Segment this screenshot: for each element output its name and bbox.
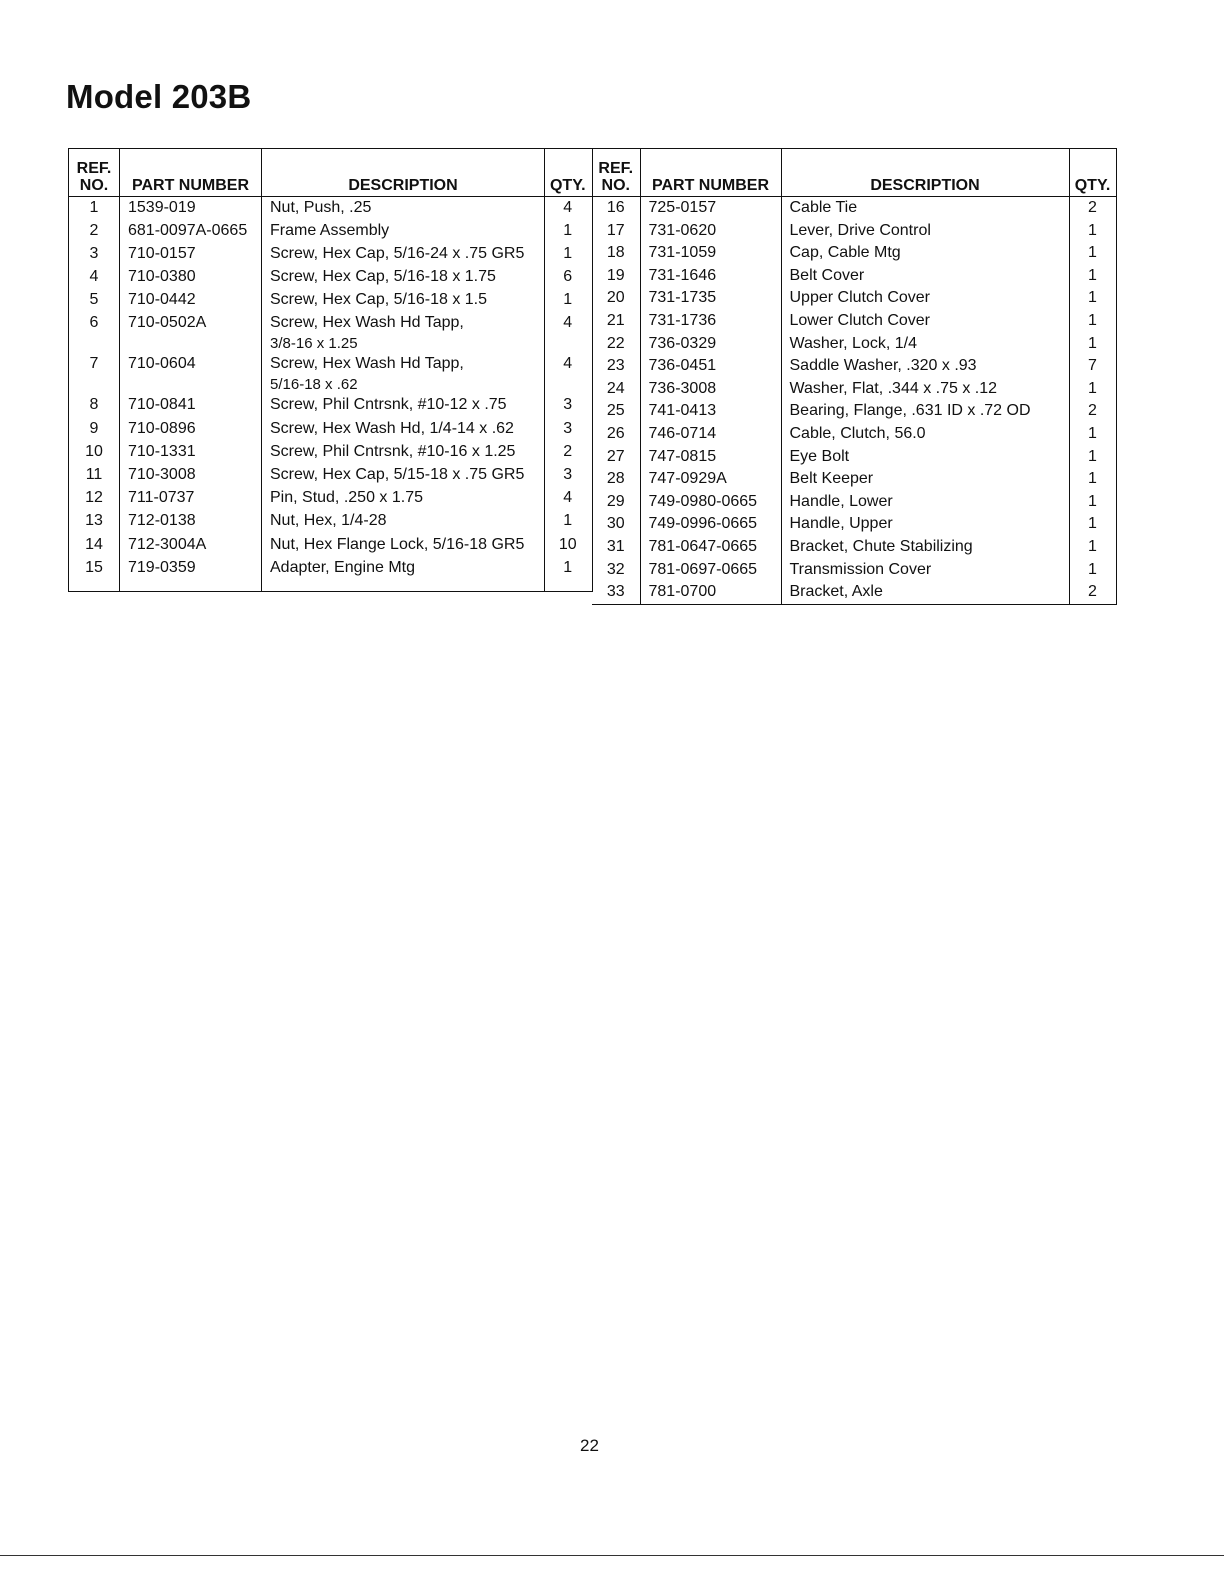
ref-no-cell: 22 [592,333,640,356]
description-text: Screw, Hex Wash Hd, 1/4-14 x .62 [270,419,514,437]
header-part-number: PART NUMBER [120,149,262,197]
description-cell [262,418,545,441]
ref-no-cell: 25 [592,400,640,423]
part-number-cell: 749-0980-0665 [640,491,781,514]
qty-cell: 7 [1069,355,1116,378]
part-number-cell: 736-3008 [640,378,781,401]
ref-no-cell: 26 [592,423,640,446]
table-row [69,243,545,266]
ref-no-cell: 28 [592,468,640,491]
table-row [544,394,592,417]
table-row [592,581,1116,604]
qty-cell: 1 [544,220,592,243]
ref-no-cell: 14 [69,534,120,557]
ref-no-cell: 7 [69,353,120,394]
part-number-cell: 731-1059 [640,242,781,265]
ref-no-cell: 18 [592,242,640,265]
parts-table-left [68,148,544,592]
ref-no-cell: 10 [69,441,120,464]
table-row [544,418,592,441]
table-row [592,446,1116,469]
description-text: Pin, Stud, .250 x 1.75 [270,489,423,507]
table-row [69,266,545,289]
description-continued: 3/8-16 x 1.25 [270,335,358,353]
table-row [544,557,592,580]
part-number-cell: 712-3004A [120,534,262,557]
qty-cell: 1 [1069,468,1116,491]
qty-cell: 10 [544,534,592,557]
description-text: Adapter, Engine Mtg [270,558,415,576]
description-cell [262,353,545,394]
table-row [544,510,592,533]
qty-cell: 4 [544,197,592,220]
description-cell [262,487,545,510]
table-row [592,355,1116,378]
part-number-cell: 781-0700 [640,581,781,604]
description-cell [262,510,545,533]
header-qty: QTY. [1069,149,1116,197]
table-row [69,487,545,510]
description-cell: Washer, Lock, 1/4 [781,333,1069,356]
ref-no-cell: 17 [592,220,640,243]
description-cell [262,197,545,220]
ref-no-cell: 27 [592,446,640,469]
table-row [592,378,1116,401]
description-text: Screw, Phil Cntrsnk, #10-16 x 1.25 [270,442,516,460]
ref-no-cell: 32 [592,559,640,582]
description-continued: 5/16-18 x .62 [270,376,358,394]
ref-no-cell: 8 [69,394,120,417]
description-cell [262,289,545,312]
description-text: Screw, Hex Cap, 5/16-18 x 1.5 [270,291,487,309]
table-row [592,513,1116,536]
ref-no-cell: 1 [69,197,120,220]
part-number-cell: 781-0647-0665 [640,536,781,559]
ref-no-cell: 20 [592,287,640,310]
description-text: Screw, Phil Cntrsnk, #10-12 x .75 [270,396,507,414]
table-row [544,197,592,220]
qty-cell: 1 [1069,423,1116,446]
part-number-cell: 736-0451 [640,355,781,378]
qty-cell: 1 [1069,491,1116,514]
spacer-cell [120,580,262,592]
qty-cell: 1 [544,557,592,580]
header-part-number: PART NUMBER [640,149,781,197]
ref-no-cell: 19 [592,265,640,288]
page-number: 22 [580,1436,599,1455]
description-cell: Bracket, Chute Stabilizing [781,536,1069,559]
table-row [69,464,545,487]
description-cell: Belt Cover [781,265,1069,288]
part-number-cell: 710-0502A [120,312,262,353]
part-number-cell: 731-0620 [640,220,781,243]
table-row [592,265,1116,288]
description-cell [262,312,545,353]
qty-cell: 1 [1069,333,1116,356]
ref-no-cell: 6 [69,312,120,353]
part-number-cell: 710-3008 [120,464,262,487]
part-number-cell: 710-0442 [120,289,262,312]
qty-cell: 1 [1069,446,1116,469]
table-row [544,353,592,394]
description-cell: Saddle Washer, .320 x .93 [781,355,1069,378]
part-number-cell: 681-0097A-0665 [120,220,262,243]
table-row [592,242,1116,265]
qty-cell: 2 [544,441,592,464]
table-row [69,534,545,557]
ref-no-cell: 16 [592,197,640,220]
table-row [69,557,545,580]
table-row [544,441,592,464]
description-cell: Eye Bolt [781,446,1069,469]
description-cell: Handle, Upper [781,513,1069,536]
part-number-cell: 711-0737 [120,487,262,510]
qty-cell: 1 [1069,310,1116,333]
qty-cell: 1 [1069,220,1116,243]
table-row [544,266,592,289]
description-cell [262,534,545,557]
description-text: Screw, Hex Cap, 5/16-24 x .75 GR5 [270,244,525,262]
table-row-spacer [69,580,545,592]
description-cell: Washer, Flat, .344 x .75 x .12 [781,378,1069,401]
ref-no-cell: 15 [69,557,120,580]
ref-no-cell: 21 [592,310,640,333]
table-row [592,468,1116,491]
header-description: DESCRIPTION [262,149,545,197]
qty-cell: 2 [1069,581,1116,604]
description-text: Screw, Hex Cap, 5/16-18 x 1.75 [270,268,496,286]
part-number-cell: 731-1735 [640,287,781,310]
table-row [69,394,545,417]
description-cell: Transmission Cover [781,559,1069,582]
description-text: Screw, Hex Cap, 5/15-18 x .75 GR5 [270,466,525,483]
part-number-cell: 710-1331 [120,441,262,464]
ref-no-cell: 2 [69,220,120,243]
header-ref-no: REF. NO. [69,149,120,197]
page-title: Model 203B [66,78,252,115]
ref-no-cell: 23 [592,355,640,378]
ref-no-cell: 4 [69,266,120,289]
ref-no-cell: 24 [592,378,640,401]
qty-cell: 4 [544,487,592,510]
description-cell: Cap, Cable Mtg [781,242,1069,265]
description-cell: Handle, Lower [781,491,1069,514]
qty-cell: 6 [544,266,592,289]
description-cell: Bearing, Flange, .631 ID x .72 OD [781,400,1069,423]
part-number-cell: 1539-019 [120,197,262,220]
ref-no-cell: 3 [69,243,120,266]
qty-cell: 3 [544,464,592,487]
description-text: Nut, Hex, 1/4-28 [270,512,387,530]
qty-cell: 1 [1069,287,1116,310]
part-number-cell: 781-0697-0665 [640,559,781,582]
part-number-cell: 746-0714 [640,423,781,446]
ref-no-cell: 11 [69,464,120,487]
qty-cell: 4 [544,312,592,353]
description-text: Nut, Hex Flange Lock, 5/16-18 GR5 [270,535,525,553]
qty-cell: 1 [1069,265,1116,288]
qty-cell: 3 [544,394,592,417]
spacer-cell [262,580,545,592]
ref-no-cell: 31 [592,536,640,559]
description-cell: Cable Tie [781,197,1069,220]
table-row [592,220,1116,243]
qty-cell: 4 [544,353,592,394]
description-cell [262,266,545,289]
description-text: Screw, Hex Wash Hd Tapp, [270,355,464,373]
description-cell: Upper Clutch Cover [781,287,1069,310]
table-row [69,418,545,441]
table-row [544,464,592,487]
description-text: Screw, Hex Wash Hd Tapp, [270,314,464,332]
table-row [69,510,545,533]
description-cell [262,243,545,266]
part-number-cell: 710-0380 [120,266,262,289]
ref-no-cell: 13 [69,510,120,533]
part-number-cell: 731-1736 [640,310,781,333]
table-row [592,423,1116,446]
table-row [69,289,545,312]
table-row [544,487,592,510]
table-row [592,400,1116,423]
parts-table-right [592,148,1188,605]
description-cell [262,557,545,580]
ref-no-cell: 30 [592,513,640,536]
part-number-cell: 710-0841 [120,394,262,417]
spacer-cell [544,580,592,592]
table-row [544,534,592,557]
description-cell [262,441,545,464]
part-number-cell: 749-0996-0665 [640,513,781,536]
table-row [69,312,545,353]
ref-no-cell: 33 [592,581,640,604]
table-row [592,536,1116,559]
table-row [69,441,545,464]
description-cell: Belt Keeper [781,468,1069,491]
part-number-cell: 710-0157 [120,243,262,266]
part-number-cell: 710-0604 [120,353,262,394]
qty-cell: 2 [1069,197,1116,220]
qty-cell: 1 [544,243,592,266]
table-row-spacer [544,580,592,592]
table-row [544,312,592,353]
qty-cell: 1 [544,510,592,533]
ref-no-cell: 9 [69,418,120,441]
qty-cell: 1 [1069,536,1116,559]
table-row [544,243,592,266]
qty-cell: 1 [1069,559,1116,582]
description-cell: Lever, Drive Control [781,220,1069,243]
part-number-cell: 710-0896 [120,418,262,441]
part-number-cell: 731-1646 [640,265,781,288]
ref-no-cell: 29 [592,491,640,514]
qty-cell: 1 [544,289,592,312]
spacer-cell [69,580,120,592]
description-cell [262,464,545,487]
table-row [592,491,1116,514]
description-cell: Cable, Clutch, 56.0 [781,423,1069,446]
description-cell: Bracket, Axle [781,581,1069,604]
description-text: Nut, Push, .25 [270,199,372,216]
description-cell: Lower Clutch Cover [781,310,1069,333]
page-bottom-rule [0,1555,1224,1556]
description-text: Frame Assembly [270,221,390,239]
header-qty: QTY. [544,149,592,197]
table-row [592,287,1116,310]
description-cell [262,220,545,243]
qty-cell: 2 [1069,400,1116,423]
part-number-cell: 712-0138 [120,510,262,533]
qty-cell: 1 [1069,378,1116,401]
qty-column-left [544,148,592,592]
table-row [592,559,1116,582]
part-number-cell: 747-0815 [640,446,781,469]
table-row [592,333,1116,356]
part-number-cell: 725-0157 [640,197,781,220]
part-number-cell: 741-0413 [640,400,781,423]
table-row [592,310,1116,333]
table-row [544,289,592,312]
header-ref-no: REF. NO. [592,149,640,197]
table-row [544,220,592,243]
part-number-cell: 719-0359 [120,557,262,580]
qty-cell: 1 [1069,513,1116,536]
part-number-cell: 747-0929A [640,468,781,491]
table-row [592,197,1116,220]
table-row [69,197,545,220]
table-row [69,353,545,394]
part-number-cell: 736-0329 [640,333,781,356]
table-row [69,220,545,243]
qty-cell: 3 [544,418,592,441]
header-description: DESCRIPTION [781,149,1069,197]
description-cell [262,394,545,417]
ref-no-cell: 5 [69,289,120,312]
ref-no-cell: 12 [69,487,120,510]
qty-cell: 1 [1069,242,1116,265]
